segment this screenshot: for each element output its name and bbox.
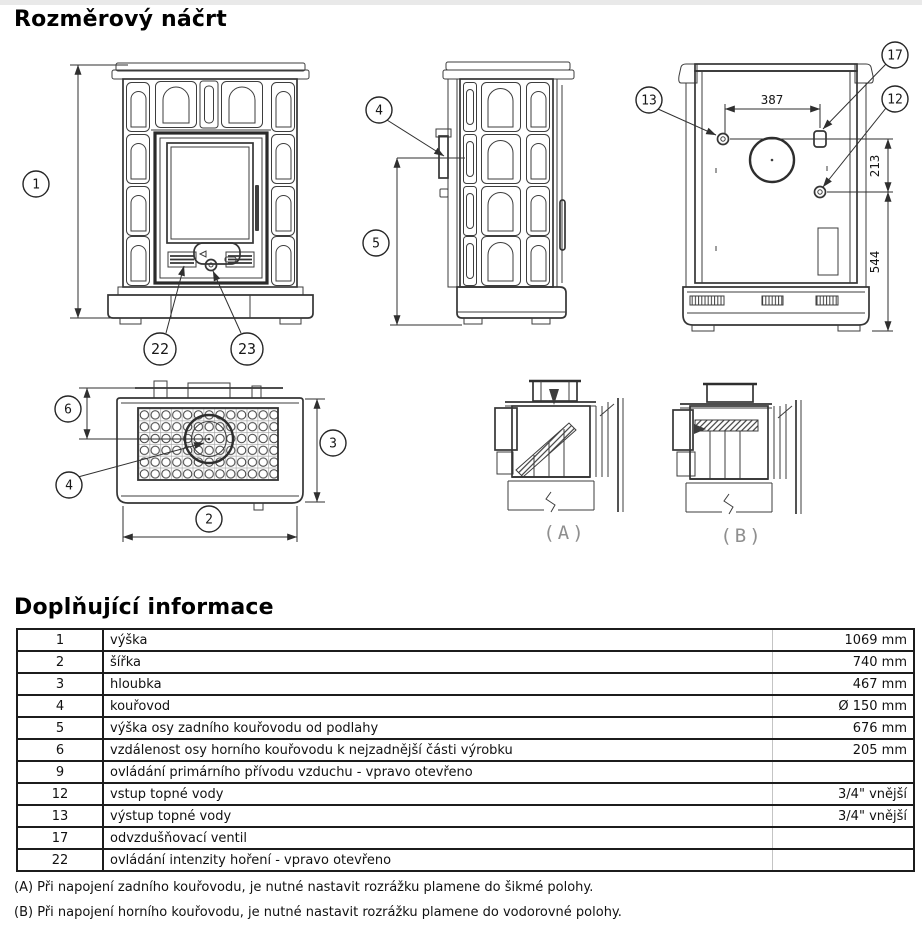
- info-section-title: Doplňující informace: [14, 595, 274, 620]
- callout-flue-height: [363, 230, 389, 256]
- water-outlet-fitting: [718, 134, 729, 145]
- break-mark: [724, 494, 733, 514]
- callout-flue-offset: [55, 396, 81, 422]
- door-handle: [255, 185, 259, 231]
- side-base: [457, 287, 566, 324]
- row-value: 467 mm: [773, 673, 915, 695]
- table-row: [17, 827, 914, 849]
- footnote-a: (A) Při napojení zadního kouřovodu, je nutné nastavit rozrážku plamene do šikmé polohy.: [14, 880, 594, 895]
- callout-depth: [320, 430, 346, 456]
- callout-height-label: 1: [32, 177, 40, 193]
- row-description: výška: [110, 632, 148, 648]
- row-description: vzdálenost osy horního kouřovodu k nejzadnější části výrobku: [103, 739, 773, 761]
- table-row: [17, 673, 914, 695]
- row-description: odvzdušňovací ventil: [103, 827, 773, 849]
- row-number: 3: [17, 673, 103, 695]
- row-number: 6: [17, 739, 103, 761]
- info-table: [16, 628, 915, 872]
- callout-width: [196, 506, 222, 532]
- table-row: [17, 739, 914, 761]
- row-value: [773, 827, 915, 849]
- callout-depth-label: 3: [329, 436, 337, 452]
- row-number: 1: [17, 629, 103, 651]
- callout-intensity-control: [144, 266, 184, 365]
- back-base: [683, 287, 869, 331]
- row-value: [773, 761, 915, 783]
- table-row: [17, 761, 914, 783]
- section-view-b: [673, 384, 801, 547]
- row-description: výška osy zadního kouřovodu od podlahy: [103, 717, 773, 739]
- back-view: [636, 42, 908, 331]
- footnote-b: (B) Při napojení horního kouřovodu, je nutné nastavit rozrážku plamene do vodorovné polohy.: [14, 905, 622, 920]
- row-description: ovládání primárního přívodu vzduchu - vpravo otevřeno: [103, 761, 773, 783]
- section-b-label: (B): [720, 525, 764, 547]
- drawing-section-title: Rozměrový náčrt: [14, 7, 227, 32]
- dimension-387-label: 387: [760, 92, 784, 107]
- side-flue-height-dimension: [390, 158, 465, 325]
- row-value: 740 mm: [773, 651, 915, 673]
- callout-water-inlet-label: 12: [887, 92, 903, 108]
- table-row: [17, 629, 914, 651]
- table-row: [17, 849, 914, 871]
- callout-intensity-label: 22: [150, 340, 170, 358]
- top-view: [55, 381, 346, 542]
- callout-water-outlet: [636, 87, 716, 135]
- callout-water-outlet-label: 13: [641, 93, 657, 109]
- row-value: [773, 849, 915, 871]
- row-number: 22: [17, 849, 103, 871]
- water-inlet-fitting: [815, 187, 826, 198]
- back-inlet-height-dimension: [827, 192, 893, 331]
- row-number: 9: [17, 761, 103, 783]
- section-a-label: (A): [543, 522, 587, 544]
- table-row: [17, 651, 914, 673]
- break-mark: [546, 492, 555, 512]
- table-row: [17, 695, 914, 717]
- callout-flue-side: [366, 97, 444, 156]
- front-base: [108, 287, 313, 324]
- callout-vent-valve-label: 17: [887, 48, 903, 64]
- row-number: 12: [17, 783, 103, 805]
- top-grille: [138, 408, 278, 480]
- callout-flue-offset-label: 6: [64, 402, 72, 418]
- front-view: [23, 63, 313, 365]
- front-door: [155, 133, 267, 283]
- row-description: výstup topné vody: [103, 805, 773, 827]
- row-number: 5: [17, 717, 103, 739]
- front-stove-outline: [112, 63, 309, 287]
- callout-flue-height-label: 5: [372, 236, 380, 252]
- row-description: kouřovod: [103, 695, 773, 717]
- dimension-213-label: 213: [867, 154, 882, 178]
- dimension-544-label: 544: [867, 250, 882, 274]
- row-number: 13: [17, 805, 103, 827]
- baffle-plate-tilted: [516, 423, 576, 477]
- table-row: [17, 805, 914, 827]
- row-number: 17: [17, 827, 103, 849]
- table-row: [17, 783, 914, 805]
- front-height-dimension: [70, 65, 128, 318]
- back-spacing-dimension: [725, 92, 820, 133]
- callout-height: [23, 171, 49, 197]
- section-view-a: [495, 381, 623, 544]
- table-row: [17, 717, 914, 739]
- row-value: 205 mm: [773, 739, 915, 761]
- side-view: [363, 62, 574, 325]
- row-value: 1069 mm: [773, 629, 915, 651]
- callout-flue-side-label: 4: [375, 103, 383, 119]
- row-value: Ø 150 mm: [773, 695, 915, 717]
- row-description: ovládání intenzity hoření - vpravo otevřeno: [103, 849, 773, 871]
- side-stove-outline: [443, 62, 574, 287]
- row-value: 3/4" vnější: [773, 805, 915, 827]
- row-number: 4: [17, 695, 103, 717]
- row-description: hloubka: [103, 673, 773, 695]
- front-control-panel: [168, 243, 254, 271]
- side-flue-stub: [436, 129, 451, 197]
- row-description: vstup topné vody: [103, 783, 773, 805]
- baffle-plate-horizontal: [695, 420, 758, 431]
- row-description: šířka: [103, 651, 773, 673]
- row-number: 2: [17, 651, 103, 673]
- callout-air-label: 23: [237, 340, 257, 358]
- row-value: 3/4" vnější: [773, 783, 915, 805]
- row-value: 676 mm: [773, 717, 915, 739]
- callout-flue-top-label: 4: [65, 478, 73, 494]
- callout-width-label: 2: [205, 512, 213, 528]
